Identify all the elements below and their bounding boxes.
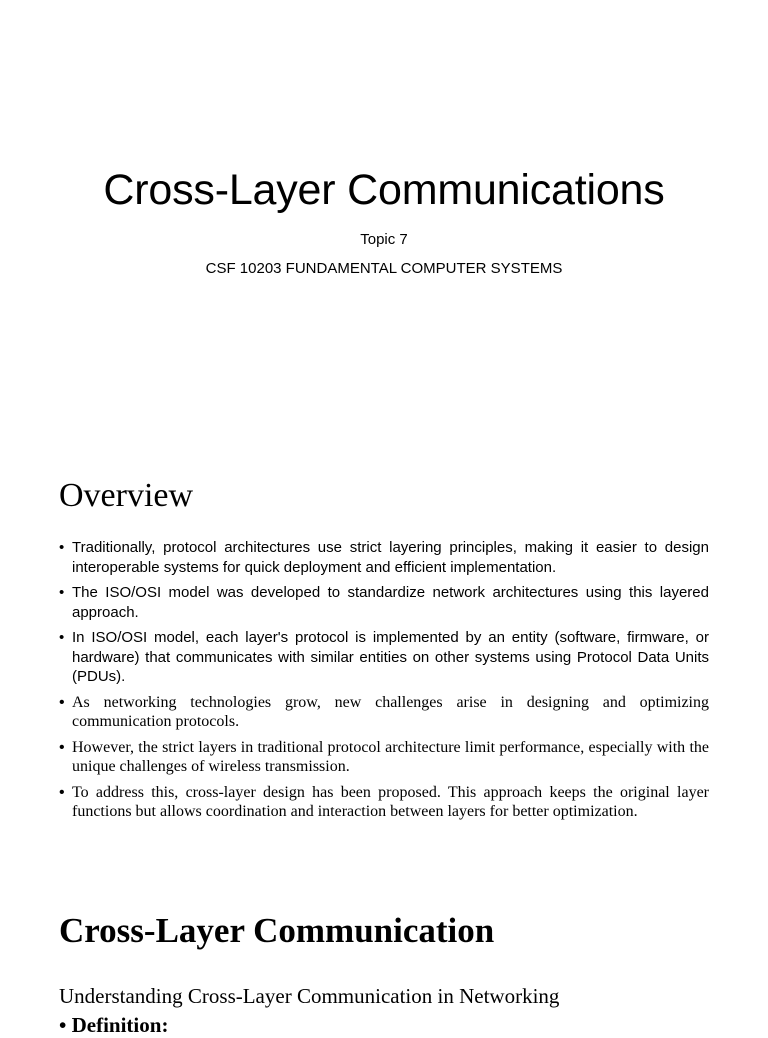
bullet-item: • To address this, cross-layer design has been proposed. This approach keeps the original layer functions but allows coordination and interaction between layers for better optimization. xyxy=(59,783,709,822)
title-slide xyxy=(0,0,768,440)
overview-slide xyxy=(0,455,768,885)
overview-heading: Overview xyxy=(59,477,194,514)
definition-label: Definition: xyxy=(71,1013,169,1037)
overview-bullet-list xyxy=(59,538,709,828)
course-label: CSF 10203 FUNDAMENTAL COMPUTER SYSTEMS xyxy=(205,260,563,277)
bullet-item: • Traditionally, protocol architectures use strict layering principles, making it easier to design interoperable systems for quick deployment and efficient implementation. xyxy=(59,538,709,577)
topic-label: Topic 7 xyxy=(360,231,408,248)
cross-layer-heading: Cross-Layer Communication xyxy=(59,911,495,950)
bullet-item: • In ISO/OSI model, each layer's protocol is implemented by an entity (software, firmware, or hardware) that communicates with similar entities on other systems using Protocol Data Units (PDUs). xyxy=(59,628,709,687)
bullet-item: • The ISO/OSI model was developed to standardize network architectures using this layered approach. xyxy=(59,583,709,622)
definition-bullet: • Definition: xyxy=(59,1013,169,1037)
cross-layer-subheading: Understanding Cross-Layer Communication in Networking xyxy=(59,984,560,1008)
cross-layer-slide xyxy=(0,900,768,1037)
bullet-item: • However, the strict layers in traditional protocol architecture limit performance, especially with the unique challenges of wireless transmission. xyxy=(59,738,709,777)
bullet-item: • As networking technologies grow, new challenges arise in designing and optimizing communication protocols. xyxy=(59,693,709,732)
slide-title: Cross-Layer Communications xyxy=(103,166,665,214)
